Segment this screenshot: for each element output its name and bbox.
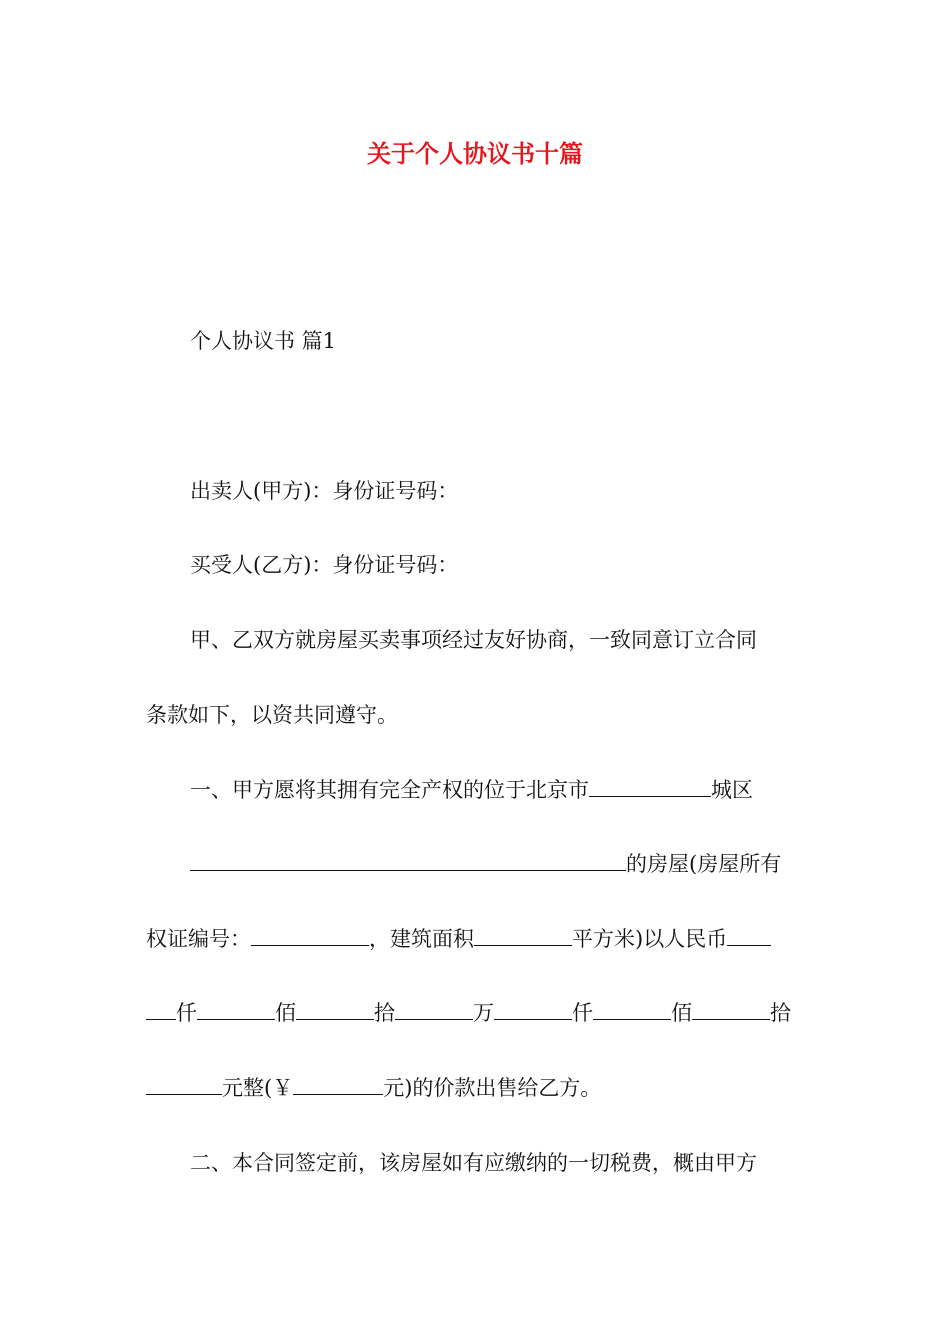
unit-bai-2: 佰: [671, 1001, 692, 1025]
amount-number-blank: [293, 1074, 383, 1095]
clause1-text-b: 城区: [711, 778, 753, 802]
unit-shi-2: 拾: [770, 1001, 791, 1025]
amount-blank-4: [395, 999, 473, 1020]
amount-blank-7: [692, 999, 770, 1020]
document-title: 关于个人协议书十篇: [367, 139, 583, 168]
amount-blank-start: [727, 925, 771, 946]
unit-wan: 万: [473, 1001, 494, 1025]
clause1-text-g: 元整(￥: [222, 1076, 294, 1100]
clause1-text-a: 一、甲方愿将其拥有完全产权的位于北京市: [190, 778, 589, 802]
amount-blank-8: [146, 1074, 222, 1095]
amount-blank-2: [197, 999, 275, 1020]
amount-blank-1: [146, 999, 176, 1020]
address-blank: [190, 850, 626, 871]
clause2-line-1: 二、本合同签定前，该房屋如有应缴纳的一切税费，概由甲方: [190, 1151, 757, 1175]
clause1-line-3: [146, 924, 806, 954]
clause1-text-e: ，建筑面积: [369, 927, 474, 951]
section-heading: 个人协议书 篇1: [190, 329, 337, 353]
unit-qian-1: 仟: [176, 1001, 197, 1025]
clause1-line-4: [146, 998, 806, 1028]
certificate-number-blank: [251, 925, 369, 946]
clause1-line-5: [146, 1073, 806, 1103]
unit-bai-1: 佰: [275, 1001, 296, 1025]
clause1-text-h: 元)的价款出售给乙方。: [383, 1076, 602, 1100]
buyer-line: 买受人(乙方)：身份证号码：: [190, 553, 459, 577]
unit-qian-2: 仟: [572, 1001, 593, 1025]
clause1-line-1: [190, 775, 850, 805]
district-blank: [589, 776, 711, 797]
clause1-text-d: 权证编号：: [146, 927, 251, 951]
intro-line-2: 条款如下，以资共同遵守。: [146, 703, 398, 727]
clause1-text-c: 的房屋(房屋所有: [626, 852, 782, 876]
area-blank: [474, 925, 572, 946]
intro-line-1: 甲、乙双方就房屋买卖事项经过友好协商，一致同意订立合同: [190, 628, 757, 652]
clause1-text-f: 平方米)以人民币: [572, 927, 728, 951]
seller-line: 出卖人(甲方)：身份证号码：: [190, 479, 459, 503]
unit-shi-1: 拾: [374, 1001, 395, 1025]
amount-blank-3: [296, 999, 374, 1020]
clause1-line-2: [190, 849, 850, 879]
amount-blank-5: [494, 999, 572, 1020]
amount-blank-6: [593, 999, 671, 1020]
